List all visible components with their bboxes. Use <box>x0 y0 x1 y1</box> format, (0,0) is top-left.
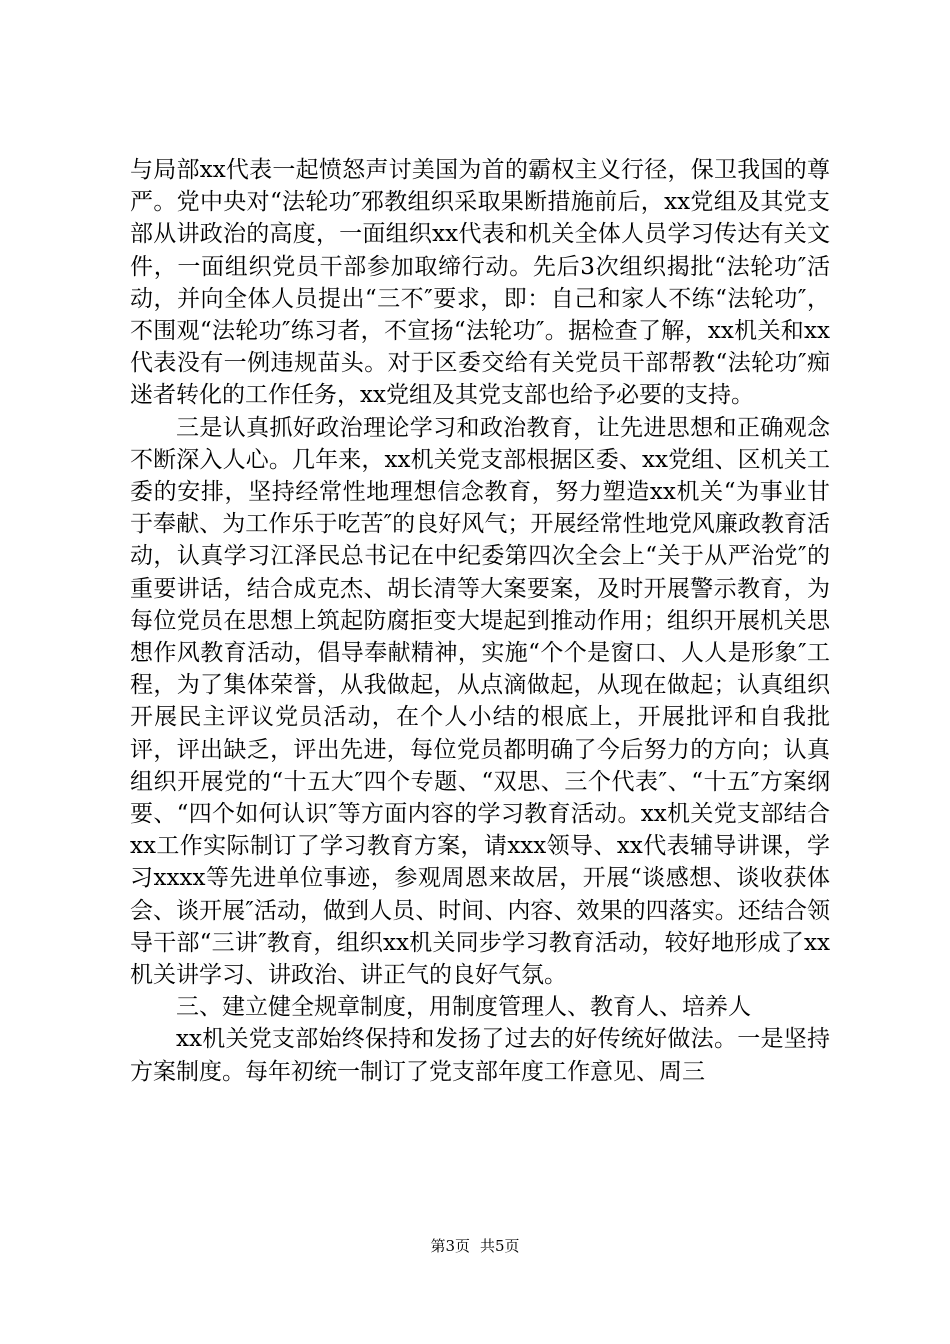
paragraph-continuation: 与局部xx代表一起愤怒声讨美国为首的霸权主义行径，保卫我国的尊严。党中央对“法轮功″邪教组织采取果断措施前后，xx党组及其党支部从讲政治的高度，一面组织xx代表和机关全体人员学习传达有关文件，一面组织党员干部参加取缔行动。先后3次组织揭批“法轮功″活动，并向全体人员提出“三不″要求，即：自己和家人不练“法轮功″，不围观“法轮功″练习者，不宣扬“法轮功″。据检查了解，xx机关和xx代表没有一例违规苗头。对于区委交给有关党员干部帮教“法轮功″痴迷者转化的工作任务，xx党组及其党支部也给予必要的支持。 <box>130 157 830 409</box>
paragraph-political-education: 三是认真抓好政治理论学习和政治教育，让先进思想和正确观念不断深入人心。几年来，xx机关党支部根据区委、xx党组、区机关工委的安排，坚持经常性地理想信念教育，努力塑造xx机关“为事业甘于奉献、为工作乐于吃苦″的良好风气；开展经常性地党风廉政教育活动，认真学习江泽民总书记在中纪委第四次全会上“关于从严治党″的重要讲话，结合成克杰、胡长清等大案要案，及时开展警示教育，为每位党员在思想上筑起防腐拒变大堤起到推动作用；组织开展机关思想作风教育活动，倡导奉献精神，实施“个个是窗口、人人是形象″工程，为了集体荣誉，从我做起，从点滴做起，从现在做起；认真组织开展民主评议党员活动，在个人小结的根底上，开展批评和自我批评，评出缺乏，评出先进，每位党员都明确了今后努力的方向；认真组织开展党的“十五大″四个专题、“双思、三个代表″、“十五″方案纲要、“四个如何认识″等方面内容的学习教育活动。xx机关党支部结合xx工作实际制订了学习教育方案，请xxx领导、xx代表辅导讲课，学习xxxx等先进单位事迹，参观周恩来故居，开展“谈感想、谈收获体会、谈开展″活动，做到人员、时间、内容、效果的四落实。还结合领导干部“三讲″教育，组织xx机关同步学习教育活动，较好地形成了xx机关讲学习、讲政治、讲正气的良好气氛。 <box>130 414 830 989</box>
paragraph-rules-system: xx机关党支部始终保持和发扬了过去的好传统好做法。一是坚持方案制度。每年初统一制订了党支部年度工作意见、周三 <box>130 1026 830 1085</box>
section-heading-rules: 三、建立健全规章制度，用制度管理人、教育人、培养人 <box>176 994 751 1021</box>
document-body <box>130 154 830 1088</box>
page-number: 第3页 <box>430 1237 470 1255</box>
page-total: 共5页 <box>480 1237 520 1255</box>
page-footer <box>0 1236 950 1256</box>
